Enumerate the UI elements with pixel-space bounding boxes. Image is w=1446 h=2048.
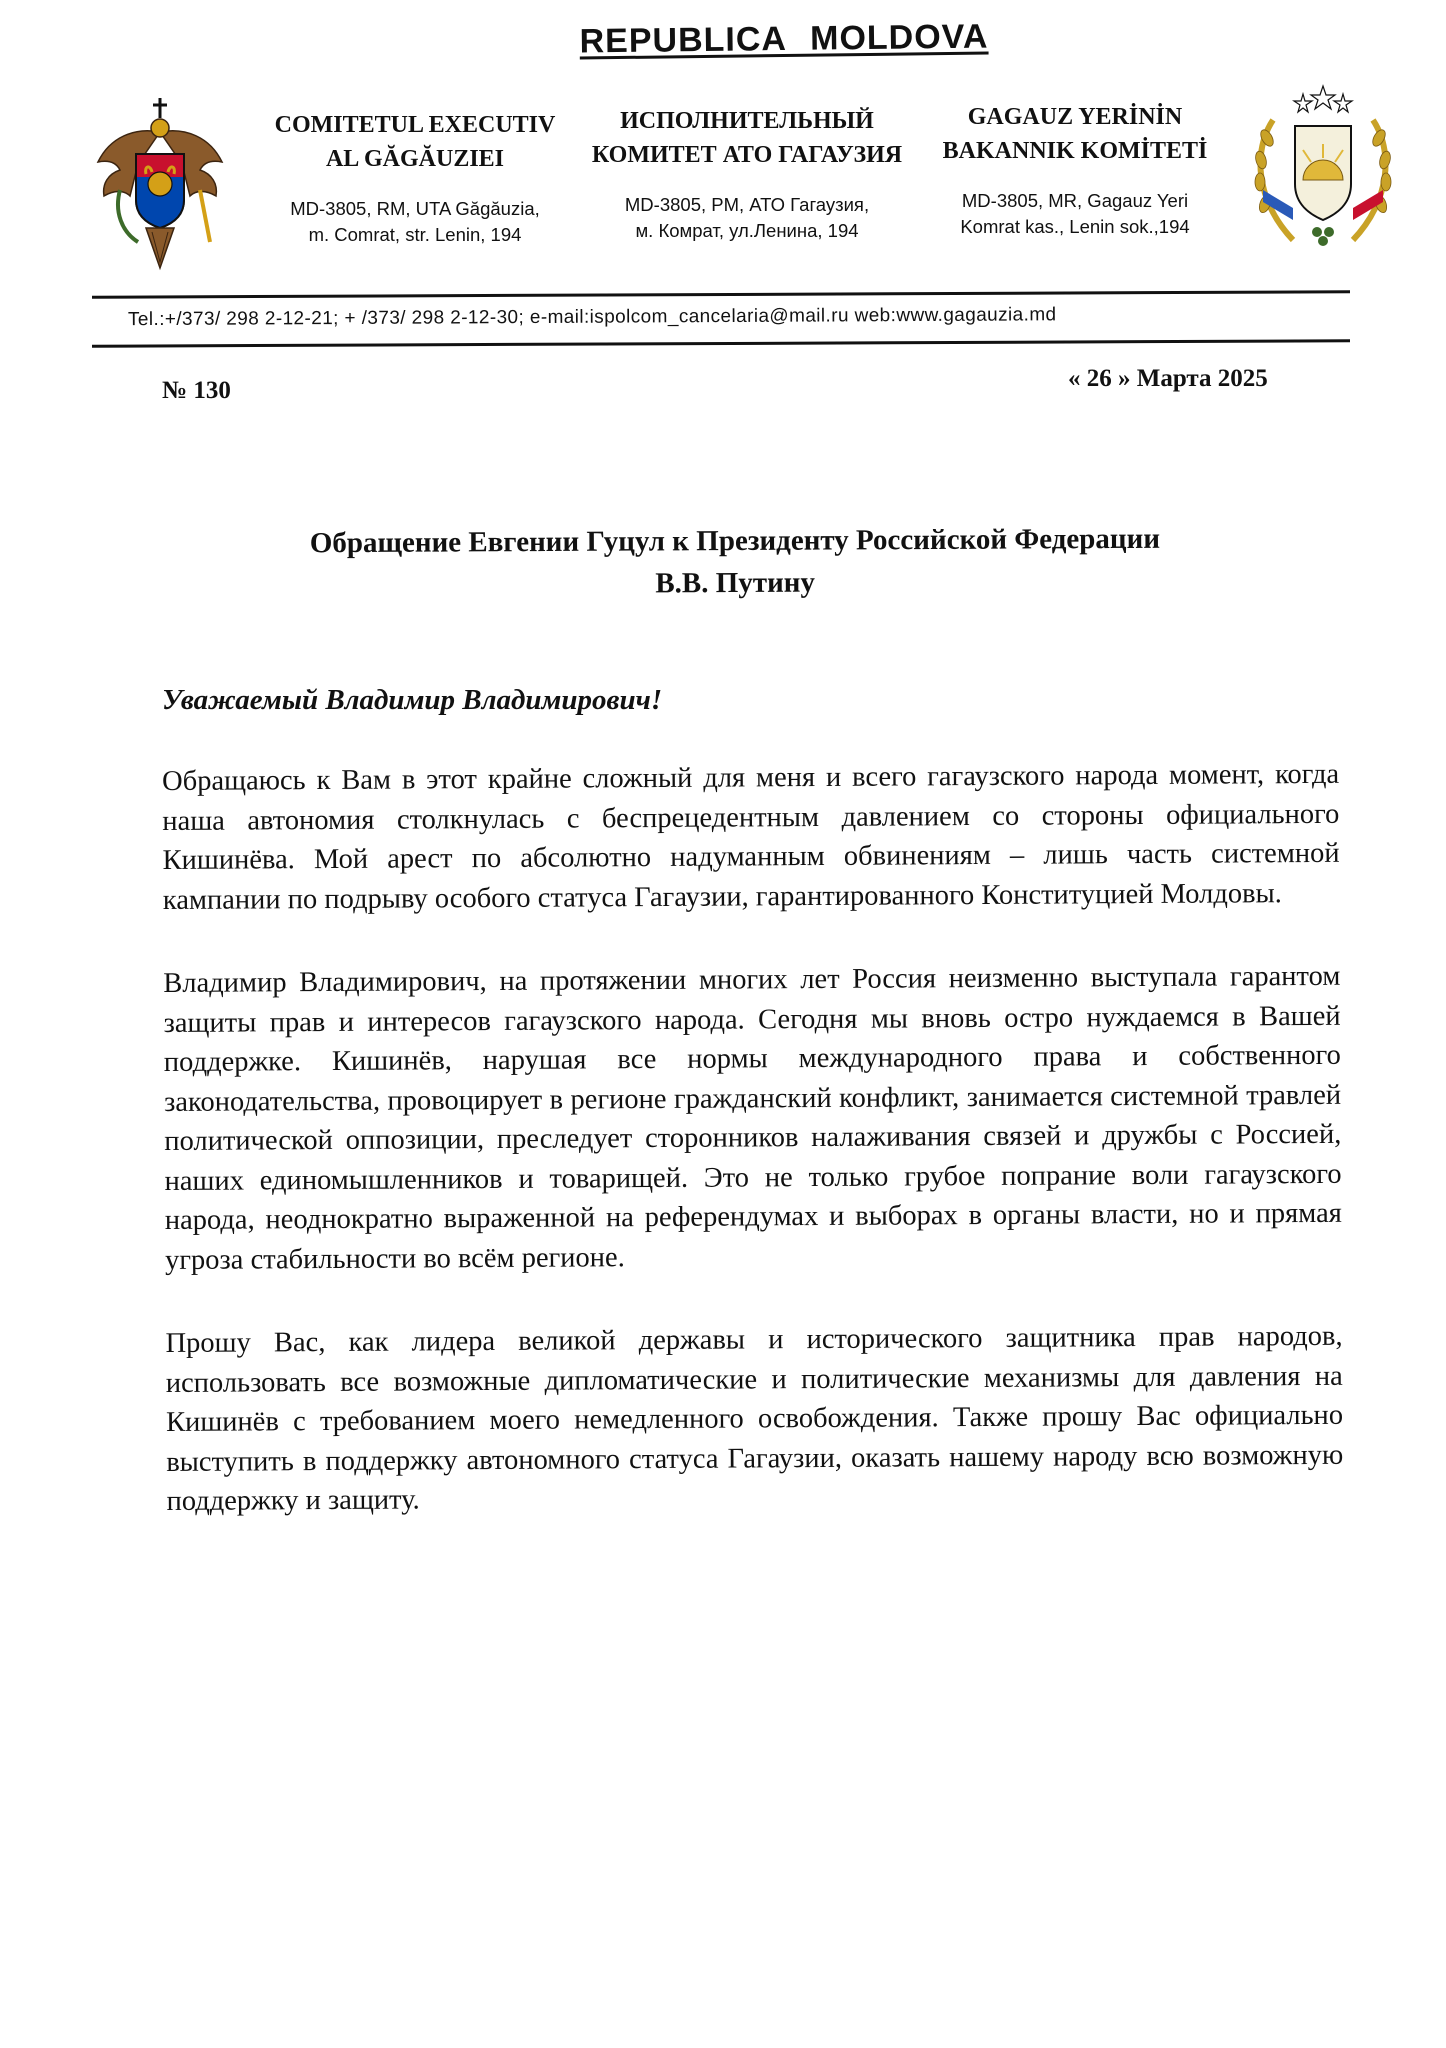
org-name-line-1: ИСПОЛНИТЕЛЬНЫЙ (620, 108, 874, 134)
coat-of-arms-gagauzia-icon (1233, 80, 1413, 260)
paragraph: Прошу Вас, как лидера великой державы и исторического защитника прав народов, использовать все возможные дипломатические и политические механизмы для давления на Кишинёв с требованием моего немедленного освобождения. Также прошу Вас официально выступить в поддержку автономного статуса Гагаузии, оказать нашему народу всю возможную поддержку и защиту. (165, 1320, 1344, 1517)
letterhead-divider-bottom (92, 339, 1350, 347)
salutation: Уважаемый Владимир Владимирович! (162, 684, 663, 716)
org-name-russian (582, 104, 912, 172)
address-line-2: Komrat kas., Lenin sok.,194 (960, 216, 1190, 237)
title-line-1: Обращение Евгении Гуцул к Президенту Российской Федерации (309, 522, 1161, 560)
document-number: № 130 (162, 377, 231, 404)
org-name-line-2: КОМИТЕТ АТО ГАГАУЗИЯ (591, 142, 903, 168)
address-romanian (250, 196, 580, 248)
org-name-gagauz (910, 100, 1240, 168)
letter-body (162, 755, 1344, 1566)
org-name-line-1: GAGAUZ YERİNİN (967, 104, 1183, 130)
letterhead-divider-top (92, 290, 1350, 298)
letterhead-column-russian (582, 104, 912, 244)
address-line-1: MD-3805, MR, Gagauz Yeri (961, 190, 1189, 211)
country-heading: REPUBLICA MOLDOVA (579, 17, 989, 61)
address-line-2: м. Комрат, ул.Ленина, 194 (635, 220, 859, 241)
org-name-line-2: AL GĂGĂUZIEI (325, 146, 505, 172)
address-russian (582, 192, 912, 244)
letterhead-column-gagauz (910, 100, 1240, 240)
document-title (200, 517, 1270, 607)
paragraph: Обращаюсь к Вам в этот крайне сложный для меня и всего гагаузского народа момент, когда наша автономия столкнулась с беспрецедентным давлением со стороны официального Кишинёва. Мой арест по абсолютно надуманным обвинениям – лишь часть системной кампании по подрыву особого статуса Гагаузии, гарантированного Конституцией Молдовы. (162, 758, 1340, 916)
title-line-2: В.В. Путину (655, 566, 816, 600)
address-gagauz (910, 188, 1240, 240)
document-date: « 26 » Марта 2025 (1068, 365, 1268, 392)
contact-line: Tel.:+/373/ 298 2-12-21; + /373/ 298 2-12-30; e-mail:ispolcom_cancelaria@mail.ru web:www.gagauzia.md (127, 304, 1057, 331)
letterhead-column-romanian (250, 108, 580, 248)
org-name-line-2: BAKANNIK KOMİTETİ (942, 138, 1208, 164)
address-line-1: MD-3805, RM, UTA Găgăuzia, (290, 198, 540, 219)
address-line-2: m. Comrat, str. Lenin, 194 (308, 224, 522, 245)
org-name-romanian (250, 108, 580, 176)
coat-of-arms-moldova-icon (80, 92, 240, 272)
paragraph: Владимир Владимирович, на протяжении многих лет Россия неизменно выступала гарантом защиты прав и интересов гагаузского народа. Сегодня мы вновь остро нуждаемся в Вашей поддержке. Кишинёв, нарушая все нормы международного права и собственного законодательства, провоцирует в регионе гражданский конфликт, занимается системной травлей политической оппозиции, преследует сторонников налаживания связей и дружбы с Россией, наших единомышленников и товарищей. Это не только грубое попрание воли гагаузского народа, неоднократно выраженной на референдумах и выборах в органы власти, но и прямая угроза стабильности во всём регионе. (163, 960, 1342, 1276)
org-name-line-1: COMITETUL EXECUTIV (274, 112, 556, 138)
address-line-1: MD-3805, PM, АТО Гагаузия, (624, 194, 870, 215)
